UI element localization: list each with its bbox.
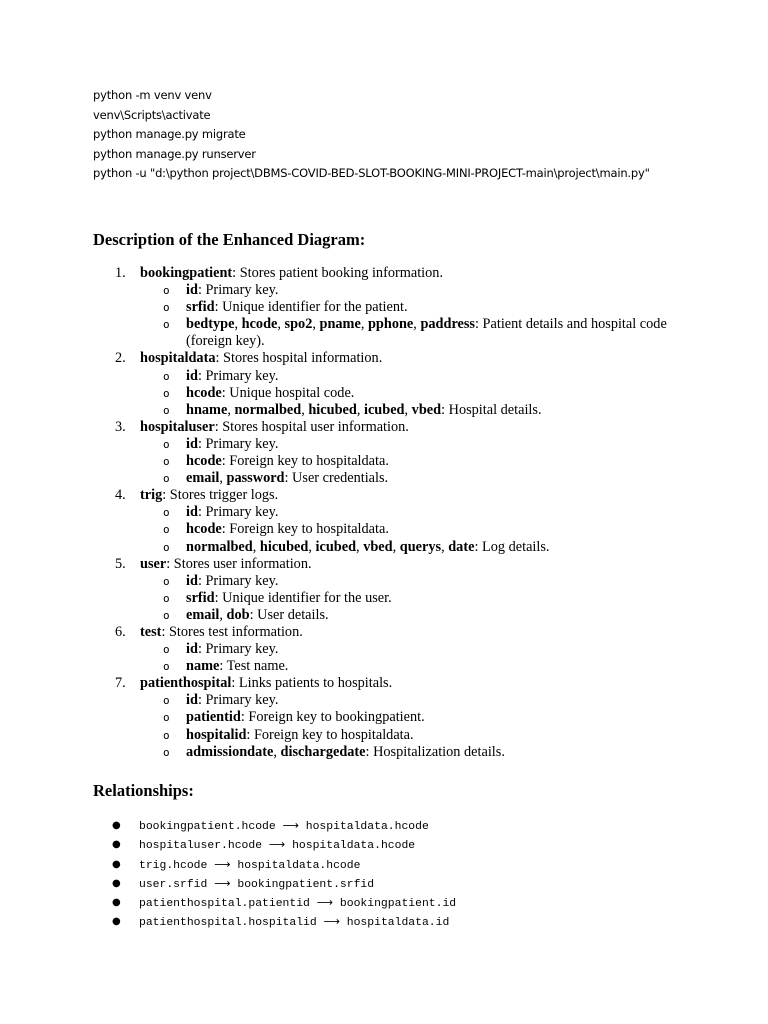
attribute-name: hcode: [186, 453, 222, 470]
sub-bullet-icon: o: [163, 745, 170, 759]
attribute-name: admissiondate: [186, 743, 274, 760]
attribute-item: [140, 504, 693, 521]
entity-number: 4.: [115, 487, 126, 504]
attribute-name: dob: [226, 606, 250, 623]
attribute-name: normalbed: [234, 401, 302, 418]
entity-number: 5.: [115, 555, 126, 572]
sub-bullet-icon: o: [163, 694, 170, 708]
arrow-icon: ⟶: [214, 856, 231, 871]
command-line: python -u "d:\python project\DBMS-COVID-BED-SLOT-BOOKING-MINI-PROJECT-main\project\main.py": [93, 166, 650, 180]
entity-item: [93, 675, 693, 760]
relationship-item: [112, 856, 456, 875]
arrow-icon: ⟶: [323, 914, 340, 929]
entity-name: hospitaluser: [140, 418, 215, 435]
attribute-item: [140, 521, 693, 538]
sub-bullet-icon: o: [163, 437, 170, 451]
bullet-icon: ●: [112, 897, 121, 909]
attribute-name: vbed: [363, 538, 393, 555]
entity-number: 3.: [115, 418, 126, 435]
entity-list: [93, 265, 693, 761]
entity-name: bookingpatient: [140, 265, 233, 281]
attribute-item: o hname, normalbed, hicubed, icubed, vbed: Hospital details.: [163, 401, 542, 418]
command-line: venv\Scripts\activate: [93, 107, 211, 122]
attribute-name: id: [186, 572, 198, 589]
attribute-name: id: [186, 367, 198, 384]
attribute-name: hospitalid: [186, 726, 247, 743]
attribute-description: : Foreign key to hospitaldata.: [221, 521, 389, 538]
entity-item: [93, 624, 693, 675]
sub-bullet-icon: o: [163, 643, 170, 657]
relationship-from: bookingpatient.hcode: [139, 821, 276, 833]
sub-bullet-icon: o: [163, 369, 170, 383]
entity-description: : Links patients to hospitals.: [231, 675, 393, 692]
entity-description: : Stores user information.: [166, 555, 312, 572]
command-line: python manage.py runserver: [93, 146, 256, 161]
entity-number: 2.: [115, 350, 126, 367]
attribute-item: o email, dob: User details.: [163, 606, 329, 623]
bullet-icon: ●: [112, 858, 121, 870]
entity-description: : Stores hospital user information.: [214, 418, 409, 435]
attribute-name: srfid: [186, 299, 215, 316]
sub-bullet-icon: o: [163, 318, 170, 332]
relationship-to: bookingpatient.id: [339, 898, 457, 911]
relationship-to: bookingpatient.srfid: [237, 878, 375, 891]
attribute-name: srfid: [186, 589, 215, 606]
attribute-name: password: [226, 470, 285, 487]
attribute-name: hcode: [186, 384, 222, 401]
attribute-description: : Foreign key to hospitaldata.: [246, 726, 414, 743]
entity-name: user: [140, 555, 167, 572]
entity-number: 1.: [115, 265, 126, 281]
entity-number: 6.: [115, 623, 126, 640]
attribute-name: hicubed: [308, 401, 357, 418]
attribute-description: : Primary key.: [197, 641, 279, 658]
relationship-from: patienthospital.hospitalid: [139, 917, 317, 930]
attribute-description: : User credentials.: [284, 470, 389, 487]
attribute-item: o bedtype, hcode, spo2, pname, pphone, paddress: Patient details and hospital code (foreign key).: [163, 316, 667, 350]
entity-number: 7.: [115, 675, 126, 692]
attribute-name: id: [186, 641, 198, 658]
attribute-name: hname: [186, 401, 228, 418]
attribute-name: email: [186, 606, 220, 623]
attribute-description: : User details.: [249, 606, 329, 623]
relationship-to: hospitaldata.id: [346, 917, 450, 930]
attribute-item: [140, 709, 693, 726]
sub-bullet-icon: o: [163, 386, 170, 400]
relationship-item: [112, 913, 456, 932]
attribute-item: [140, 368, 693, 385]
attribute-item: [140, 385, 693, 402]
entity-item: [93, 419, 693, 487]
attribute-name: icubed: [315, 538, 357, 555]
entity-name: test: [140, 623, 162, 640]
attribute-name: id: [186, 435, 198, 452]
attribute-item: [140, 641, 693, 658]
attribute-item: o admissiondate, dischargedate: Hospitalization details.: [163, 743, 505, 760]
attribute-name: hcode: [241, 316, 278, 333]
bullet-icon: ●: [112, 877, 121, 889]
attribute-item: [140, 436, 693, 453]
attribute-name: vbed: [411, 401, 442, 418]
arrow-icon: ⟶: [268, 837, 286, 852]
attribute-description: : Primary key.: [197, 435, 279, 452]
attribute-name: pname: [319, 316, 361, 333]
attribute-name: hicubed: [259, 538, 309, 555]
sub-bullet-icon: o: [163, 660, 170, 674]
attribute-name: spo2: [284, 316, 313, 333]
attribute-name: id: [186, 504, 198, 521]
attribute-item: o normalbed, hicubed, icubed, vbed, querys, date: Log details.: [163, 538, 550, 555]
entity-name: patienthospital: [140, 675, 232, 692]
arrow-icon: ⟶: [214, 875, 231, 890]
relationship-list: [112, 817, 456, 933]
attribute-name: pphone: [367, 316, 414, 333]
relationship-from: trig.hcode: [139, 859, 208, 872]
attribute-item: [140, 727, 693, 744]
sub-bullet-icon: o: [163, 591, 170, 605]
attribute-name: name: [186, 658, 220, 675]
bullet-icon: ●: [112, 839, 121, 851]
attribute-description: : Unique identifier for the user.: [214, 589, 392, 606]
sub-bullet-icon: o: [163, 540, 170, 554]
sub-bullet-icon: o: [163, 472, 170, 486]
relationship-from: user.srfid: [139, 878, 208, 891]
sub-bullet-icon: o: [163, 301, 170, 315]
attribute-description: : Primary key.: [197, 692, 279, 709]
relationship-item: [112, 894, 456, 913]
attribute-name: email: [186, 470, 220, 487]
entity-description: : Stores hospital information.: [215, 350, 383, 367]
bullet-icon: ●: [112, 916, 121, 928]
attribute-item: o email, password: User credentials.: [163, 470, 389, 487]
entity-name: trig: [140, 487, 163, 504]
sub-bullet-icon: o: [163, 608, 170, 622]
arrow-icon: ⟶: [282, 818, 299, 832]
attribute-item: [140, 282, 693, 299]
attribute-description: : Hospital details.: [441, 401, 542, 418]
attribute-item: [140, 692, 693, 709]
relationships-heading: Relationships:: [93, 781, 194, 800]
sub-bullet-icon: o: [163, 523, 170, 537]
attribute-list: [140, 436, 693, 487]
attribute-name: id: [186, 692, 198, 709]
entity-item: [93, 487, 693, 555]
attribute-description: : Log details.: [474, 538, 550, 555]
description-heading: Description of the Enhanced Diagram:: [93, 230, 366, 249]
attribute-list: [140, 641, 693, 675]
relationship-item: [112, 817, 456, 836]
entity-description: : Stores patient booking information.: [232, 265, 444, 281]
relationship-from: hospitaluser.hcode: [139, 840, 263, 853]
attribute-item: [140, 299, 693, 316]
attribute-description: : Unique hospital code.: [221, 384, 355, 401]
attribute-name: icubed: [363, 401, 405, 418]
relationship-item: [112, 836, 456, 855]
command-line: python -m venv venv: [93, 88, 212, 102]
attribute-name: date: [448, 538, 475, 555]
attribute-description: : Unique identifier for the patient.: [214, 299, 408, 316]
sub-bullet-icon: o: [163, 284, 170, 298]
command-line: python manage.py migrate: [93, 127, 246, 141]
attribute-name: paddress: [420, 316, 476, 333]
attribute-name: id: [186, 282, 198, 299]
attribute-description: : Foreign key to bookingpatient.: [240, 709, 425, 726]
attribute-name: bedtype: [186, 316, 235, 333]
arrow-icon: ⟶: [316, 895, 334, 910]
entity-description: : Stores test information.: [161, 623, 303, 640]
attribute-name: normalbed: [186, 538, 253, 555]
attribute-name: dischargedate: [280, 743, 366, 760]
entity-name: hospitaldata: [140, 350, 216, 367]
sub-bullet-icon: o: [163, 506, 170, 520]
attribute-description: : Primary key.: [197, 282, 279, 299]
relationship-to: hospitaldata.hcode: [305, 821, 429, 833]
attribute-description: : Patient details and hospital code (foreign key).: [186, 316, 667, 350]
sub-bullet-icon: o: [163, 455, 170, 469]
attribute-description: : Foreign key to hospitaldata.: [221, 453, 389, 470]
sub-bullet-icon: o: [163, 574, 170, 588]
attribute-description: : Primary key.: [197, 367, 279, 384]
relationship-from: patienthospital.patientid: [139, 898, 310, 911]
attribute-list: [140, 504, 693, 555]
command-list: [93, 86, 650, 184]
attribute-item: [140, 590, 693, 607]
entity-item: [93, 265, 693, 350]
attribute-item: [140, 658, 693, 675]
attribute-list: [140, 692, 693, 760]
sub-bullet-icon: o: [163, 711, 170, 725]
attribute-description: : Test name.: [219, 658, 289, 675]
attribute-description: : Primary key.: [197, 504, 279, 521]
attribute-item: [140, 573, 693, 590]
attribute-list: [140, 368, 693, 419]
attribute-item: [140, 453, 693, 470]
entity-item: [93, 556, 693, 624]
bullet-icon: ●: [112, 820, 121, 831]
attribute-name: patientid: [186, 709, 241, 726]
attribute-list: [140, 573, 693, 624]
attribute-list: [140, 282, 693, 350]
attribute-name: querys: [399, 538, 442, 555]
sub-bullet-icon: o: [163, 403, 170, 417]
entity-description: : Stores trigger logs.: [162, 487, 279, 504]
attribute-name: hcode: [186, 521, 222, 538]
attribute-description: : Primary key.: [197, 572, 279, 589]
entity-item: [93, 350, 693, 418]
relationship-to: hospitaldata.hcode: [237, 859, 361, 872]
attribute-description: : Hospitalization details.: [365, 743, 505, 760]
relationship-item: [112, 875, 456, 894]
sub-bullet-icon: o: [163, 728, 170, 742]
relationship-to: hospitaldata.hcode: [292, 840, 416, 853]
